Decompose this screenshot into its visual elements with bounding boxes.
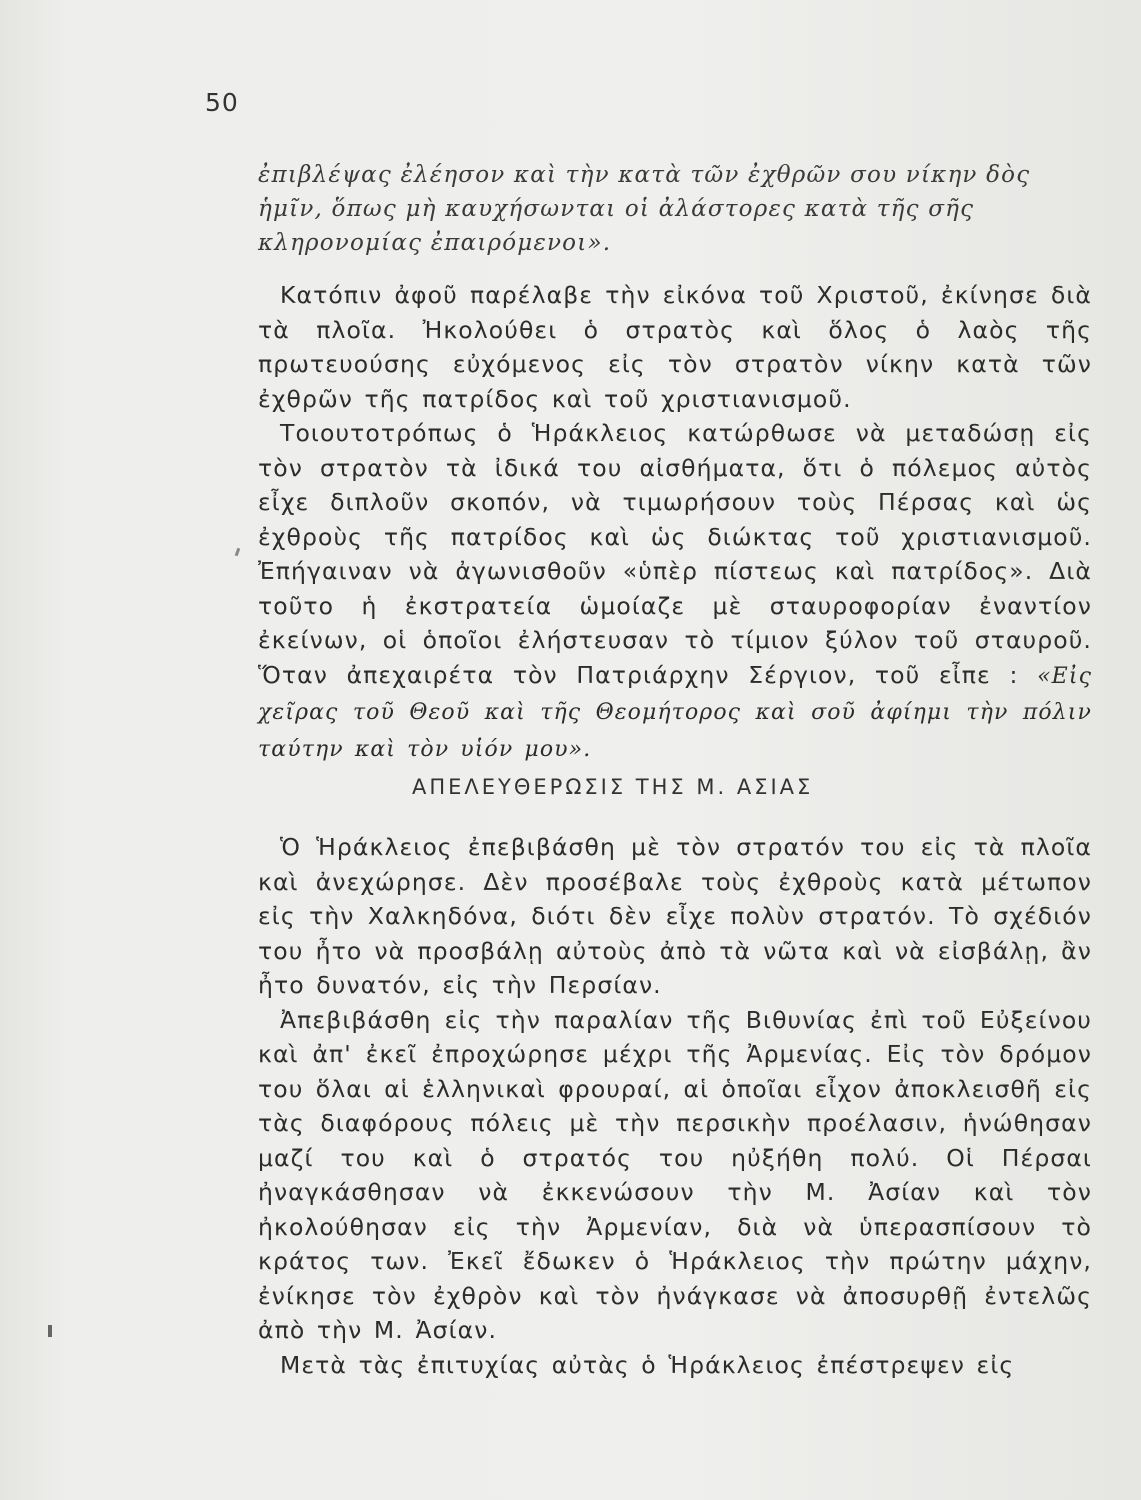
paragraph-armenia-campaign: Ἀπεβιβάσθη εἰς τὴν παραλίαν τῆς Βιθυνίας ἐπὶ τοῦ Εὐξείνου καὶ ἀπ' ἐκεῖ ἐπροχώρησε μέχρι τῆς Ἀρμενίας. Εἰς τὸν δρόμον του ὅλαι αἱ ἑλληνικαὶ φρουραί, αἱ ὁποῖαι εἶχον ἀποκλεισθῆ εἰς τὰς διαφόρους πόλεις μὲ τὴν περσικὴν προέλασιν, ἡνώθησαν μαζί του καὶ ὁ στρατός του ηὐξήθη πολύ. Οἱ Πέρσαι ἠναγκάσθησαν νὰ ἐκκενώσουν τὴν Μ. Ἀσίαν καὶ τὸν ἠκολούθησαν εἰς τὴν Ἀρμενίαν, διὰ νὰ ὑπερασπίσουν τὸ κράτος των. Ἐκεῖ ἔδωκεν ὁ Ἡράκλειος τὴν πρώτην μάχην, ἐνίκησε τὸν ἐχθρὸν καὶ τὸν ἠνάγκασε νὰ ἀποσυρθῇ ἐντελῶς ἀπὸ τὴν Μ. Ἀσίαν. — [258, 1005, 1092, 1344]
heraclius-farewell-quote: «Εἰς χεῖρας τοῦ Θεοῦ καὶ τῆς Θεομήτορος καὶ σοῦ ἀφίημι τὴν πόλιν ταύτην καὶ τὸν υἱόν μου». — [258, 663, 1092, 762]
page-number: 50 — [205, 88, 239, 117]
paragraph-departure: Κατόπιν ἀφοῦ παρέλαβε τὴν εἰκόνα τοῦ Χριστοῦ, ἐκίνησε διὰ τὰ πλοῖα. Ἠκολούθει ὁ στρατὸς καὶ ὅλος ὁ λαὸς τῆς πρωτευούσης εὐχόμενος εἰς τὸν στρατὸν νίκην κατὰ τῶν ἐχθρῶν τῆς πατρίδος καὶ τοῦ χριστιανισμοῦ. — [258, 281, 1092, 413]
paragraph-crusade — [258, 416, 1092, 767]
paragraph-crusade-text: Τοιουτοτρόπως ὁ Ἡράκλειος κατώρθωσε νὰ μεταδώσῃ εἰς τὸν στρατὸν τὰ ἰδικά του αἰσθήματα, ὅτι ὁ πόλεμος αὐτὸς εἶχε διπλοῦν σκοπόν, νὰ τιμωρήσουν τοὺς Πέρσας καὶ ὡς ἐχθροὺς τῆς πατρίδος καὶ ὡς διώκτας τοῦ χριστιανισμοῦ. Ἐπήγαιναν νὰ ἀγωνισθοῦν «ὑπὲρ πίστεως καὶ πατρίδος». Διὰ τοῦτο ἡ ἐκστρατεία ὡμοίαζε μὲ σταυροφορίαν ἐναντίον ἐκείνων, οἱ ὁποῖοι ἐλήστευσαν τὸ τίμιον ξύλον τοῦ σταυροῦ. Ὅταν ἀπεχαιρέτα τὸν Πατριάρχην Σέργιον, τοῦ εἶπε : — [258, 419, 1092, 689]
narrative-section-liberation — [258, 830, 1092, 1382]
paragraph-return: Μετὰ τὰς ἐπιτυχίας αὐτὰς ὁ Ἡράκλειος ἐπέστρεψεν εἰς — [280, 1350, 1015, 1379]
narrative-section-departure — [258, 278, 1092, 767]
section-heading: ΑΠΕΛΕΥΘΕΡΩΣΙΣ ΤΗΣ Μ. ΑΣΙΑΣ — [412, 775, 814, 799]
paragraph-embarkation: Ὁ Ἡράκλειος ἐπεβιβάσθη μὲ τὸν στρατόν του εἰς τὰ πλοῖα καὶ ἀνεχώρησε. Δὲν προσέβαλε τοὺς ἐχθροὺς κατὰ μέτωπον εἰς τὴν Χαλκηδόνα, διότι δὲν εἶχε πολὺν στρατόν. Τὸ σχέδιόν του ἦτο νὰ προσβάλῃ αὐτοὺς ἀπὸ τὰ νῶτα καὶ νὰ εἰσβάλῃ, ἂν ἦτο δυνατόν, εἰς τὴν Περσίαν. — [258, 833, 1092, 999]
margin-tick — [235, 548, 241, 557]
margin-speck — [48, 1325, 52, 1337]
prayer-quote-continuation: ἐπιβλέψας ἐλέησον καὶ τὴν κατὰ τῶν ἐχθρῶν σου νίκην δὸς ἡμῖν, ὅπως μὴ καυχήσωνται οἱ ἀλάστορες κατὰ τῆς σῆς κληρονομίας ἐπαιρόμενοι». — [258, 162, 1031, 256]
